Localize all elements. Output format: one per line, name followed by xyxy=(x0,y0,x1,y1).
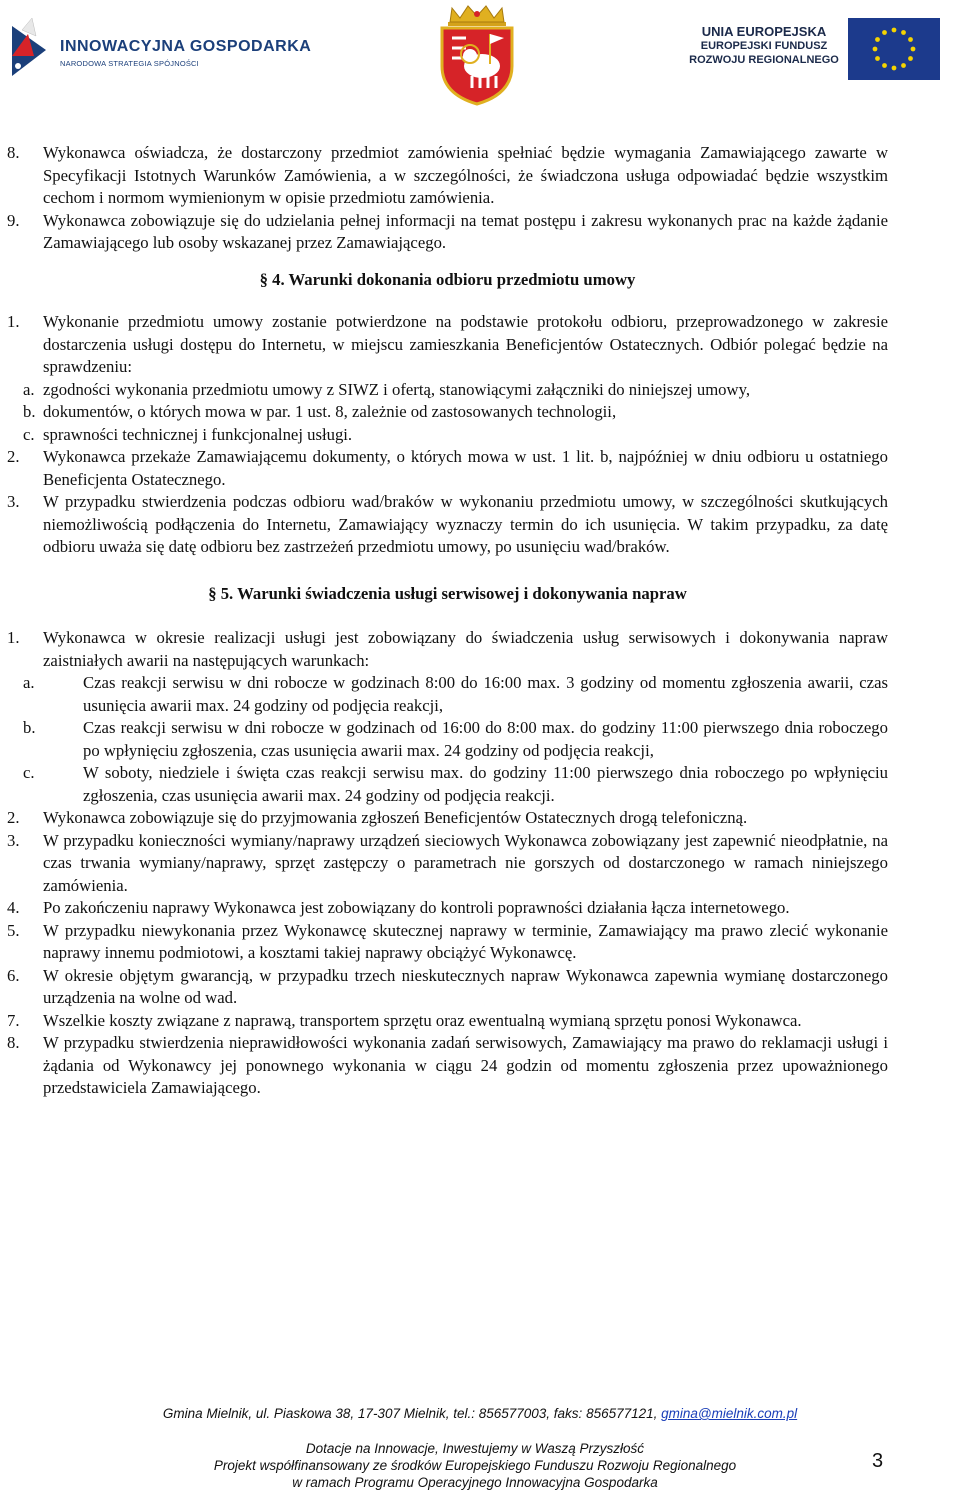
item-letter: b. xyxy=(23,402,36,421)
item-number: 3. xyxy=(7,492,20,511)
item-text: W przypadku konieczności wymiany/naprawy urządzeń sieciowych Wykonawca zobowiązany jest zapewnić nieodpłatnie, na czas trwania wymiany/naprawy, sprzęt zastępczy o parametrach nie gorszych od dostarczonego w ramach niniejszego zamówienia. xyxy=(43,830,888,895)
item-text: Czas reakcji serwisu w dni robocze w godzinach 8:00 do 16:00 max. 3 godziny od momentu zgłoszenia awarii, czas usunięcia awarii max. 24 godziny od podjęcia reakcji, xyxy=(83,673,888,715)
ig-logo-subtitle: NARODOWA STRATEGIA SPÓJNOŚCI xyxy=(60,59,199,68)
item-letter: c. xyxy=(23,763,35,782)
list-item xyxy=(7,311,888,379)
list-item xyxy=(7,965,888,1010)
list-item xyxy=(7,627,888,672)
eu-logo-line1: UNIA EUROPEJSKA xyxy=(701,24,827,39)
innowacyjna-gospodarka-logo xyxy=(8,14,312,86)
item-number: 3. xyxy=(7,830,20,850)
sub-list-item xyxy=(23,762,888,807)
item-text: sprawności technicznej i funkcjonalnej usługi. xyxy=(43,424,353,444)
item-text: Wykonawca zobowiązuje się do przyjmowania zgłoszeń Beneficjentów Ostatecznych drogą telefoniczną. xyxy=(43,808,748,827)
list-item xyxy=(7,142,888,210)
item-number: 2. xyxy=(7,808,20,827)
list-item xyxy=(7,491,888,559)
sub-list-item xyxy=(23,717,888,762)
footer-email-link[interactable]: gmina@mielnik.com.pl xyxy=(661,1406,798,1421)
item-text: dokumentów, o których mowa w par. 1 ust. 8, zależnie od zastosowanych technologii, xyxy=(43,402,617,421)
item-number: 1. xyxy=(7,628,20,647)
page-number: 3 xyxy=(872,1450,884,1472)
footer-line-1: Dotacje na Innowacje, Inwestujemy w Waszą Przyszłość xyxy=(305,1441,645,1456)
item-letter: c. xyxy=(23,424,35,444)
list-item xyxy=(7,920,888,965)
item-text: Wykonawca przekaże Zamawiającemu dokumenty, o których mowa w ust. 1 lit. b, najpóźniej w dniu odbioru u ostatniego Beneficjenta Ostatecznego. xyxy=(43,447,888,489)
item-text: Wszelkie koszty związane z naprawą, transportem sprzętu oraz ewentualną wymianą sprzętu ponosi Wykonawca. xyxy=(43,1010,802,1030)
item-number: 1. xyxy=(7,312,20,331)
sub-list-item xyxy=(23,672,888,717)
item-number: 9. xyxy=(7,210,20,230)
list-item xyxy=(7,897,888,920)
eu-flag-icon xyxy=(848,18,940,80)
footer-project-info xyxy=(150,1440,800,1491)
item-text: W okresie objętym gwarancją, w przypadku trzech nieskutecznych napraw Wykonawca zapewnia wymianę dostarczonego urządzenia na wolne od wad. xyxy=(43,965,888,1007)
item-number: 5. xyxy=(7,920,20,940)
list-item xyxy=(7,1010,888,1033)
item-letter: b. xyxy=(23,718,36,737)
document-body xyxy=(7,142,888,1100)
item-text: Wykonawca oświadcza, że dostarczony przedmiot zamówienia spełniać będzie wymagania Zamawiającego zawarte w Specyfikacji Istotnych Warunków Zamówienia, a w szczególności, że świadczona usługa odpowiadać będzie wszystkim cechom i normom wymienionym w opisie przedmiotu zamówienia. xyxy=(43,143,888,207)
item-number: 8. xyxy=(7,143,20,162)
eu-logo-line2: EUROPEJSKI FUNDUSZ xyxy=(700,40,828,52)
page-header xyxy=(0,0,960,110)
footer-address-line xyxy=(0,1406,960,1421)
footer-address: Gmina Mielnik, ul. Piaskowa 38, 17-307 Mielnik, tel.: 856577003, faks: 856577121, xyxy=(162,1406,658,1421)
item-text: Po zakończeniu naprawy Wykonawca jest zobowiązany do kontroli poprawności działania łącza internetowego. xyxy=(43,898,790,917)
item-text: W przypadku stwierdzenia podczas odbioru wad/braków w wykonaniu przedmiotu umowy, w szczególności skutkujących niemożliwością podłączenia do Internetu, Zamawiający wyznaczy termin do ich usunięcia. W takim przypadku, za datę odbioru uważa się datę odbioru bez zastrzeżeń przedmiotu umowy, po usunięciu wad/braków. xyxy=(43,492,888,556)
item-text: Wykonawca w okresie realizacji usługi jest zobowiązany do świadczenia usług serwisowych i dokonywania napraw zaistniałych awarii na następujących warunkach: xyxy=(43,628,888,670)
ig-emblem-icon xyxy=(8,16,52,80)
item-number: 8. xyxy=(7,1033,20,1052)
item-number: 4. xyxy=(7,898,20,917)
list-item xyxy=(7,1032,888,1100)
list-item xyxy=(7,830,888,898)
item-text: W soboty, niedziele i święta czas reakcji serwisu max. do godziny 11:00 pierwszego dnia roboczego po wpłynięciu zgłoszenia, czas usunięcia awarii max. 24 godziny od podjęcia reakcji. xyxy=(83,763,888,805)
item-letter: a. xyxy=(23,673,35,692)
item-number: 6. xyxy=(7,965,20,985)
section-4-heading: § 4. Warunki dokonania odbioru przedmiotu umowy xyxy=(259,269,636,289)
eu-logo-line3: ROZWOJU REGIONALNEGO xyxy=(689,54,839,66)
item-text: Czas reakcji serwisu w dni robocze w godzinach od 16:00 do 8:00 max. do godziny 11:00 pierwszego dnia roboczego po wpłynięciu zgłoszenia, czas usunięcia awarii max. 24 godziny od podjęcia reakcji, xyxy=(83,718,888,760)
eu-logo-text xyxy=(685,24,843,67)
item-text: zgodności wykonania przedmiotu umowy z SIWZ i ofertą, stanowiącymi załączniki do niniejszej umowy, xyxy=(43,379,751,399)
list-item xyxy=(7,807,888,830)
footer-line-3: w ramach Programu Operacyjnego Innowacyjna Gospodarka xyxy=(292,1475,658,1490)
item-text: Wykonawca zobowiązuje się do udzielania pełnej informacji na temat postępu i zakresu wykonanych prac na każde żądanie Zamawiającego lub osoby wskazanej przez Zamawiającego. xyxy=(43,210,888,252)
list-item xyxy=(7,446,888,491)
sub-list-item xyxy=(23,424,888,447)
item-number: 7. xyxy=(7,1010,20,1030)
item-text: W przypadku stwierdzenia nieprawidłowości wykonania zadań serwisowych, Zamawiający ma prawo do reklamacji usługi i żądania od Wykonawcy jej ponownego wykonania w ciągu 24 godzin od momentu zgłoszenia przez upoważnionego przedstawiciela Zamawiającego. xyxy=(43,1033,888,1097)
footer-line-2: Projekt współfinansowany ze środków Europejskiego Funduszu Rozwoju Regionalnego xyxy=(213,1458,737,1473)
item-number: 2. xyxy=(7,447,20,466)
ig-logo-title: INNOWACYJNA GOSPODARKA xyxy=(60,38,312,55)
sub-list-item xyxy=(23,379,888,402)
item-text: W przypadku niewykonania przez Wykonawcę skutecznej naprawy w terminie, Zamawiający ma prawo zlecić wykonanie naprawy innemu podmiotowi, a kosztami takiej naprawy obciążyć Wykonawcę. xyxy=(43,920,888,962)
item-text: Wykonanie przedmiotu umowy zostanie potwierdzone na podstawie protokołu odbioru, przeprowadzonego w zakresie dostarczenia usługi dostępu do Internetu, w miejscu zamieszkania Beneficjentów Ostatecznych. Odbiór polegać będzie na sprawdzeniu: xyxy=(43,312,888,376)
list-item xyxy=(7,210,888,255)
item-letter: a. xyxy=(23,379,35,399)
section-5-heading: § 5. Warunki świadczenia usługi serwisowej i dokonywania napraw xyxy=(208,583,687,603)
sub-list-item xyxy=(23,401,888,424)
coat-of-arms-icon xyxy=(430,4,524,106)
